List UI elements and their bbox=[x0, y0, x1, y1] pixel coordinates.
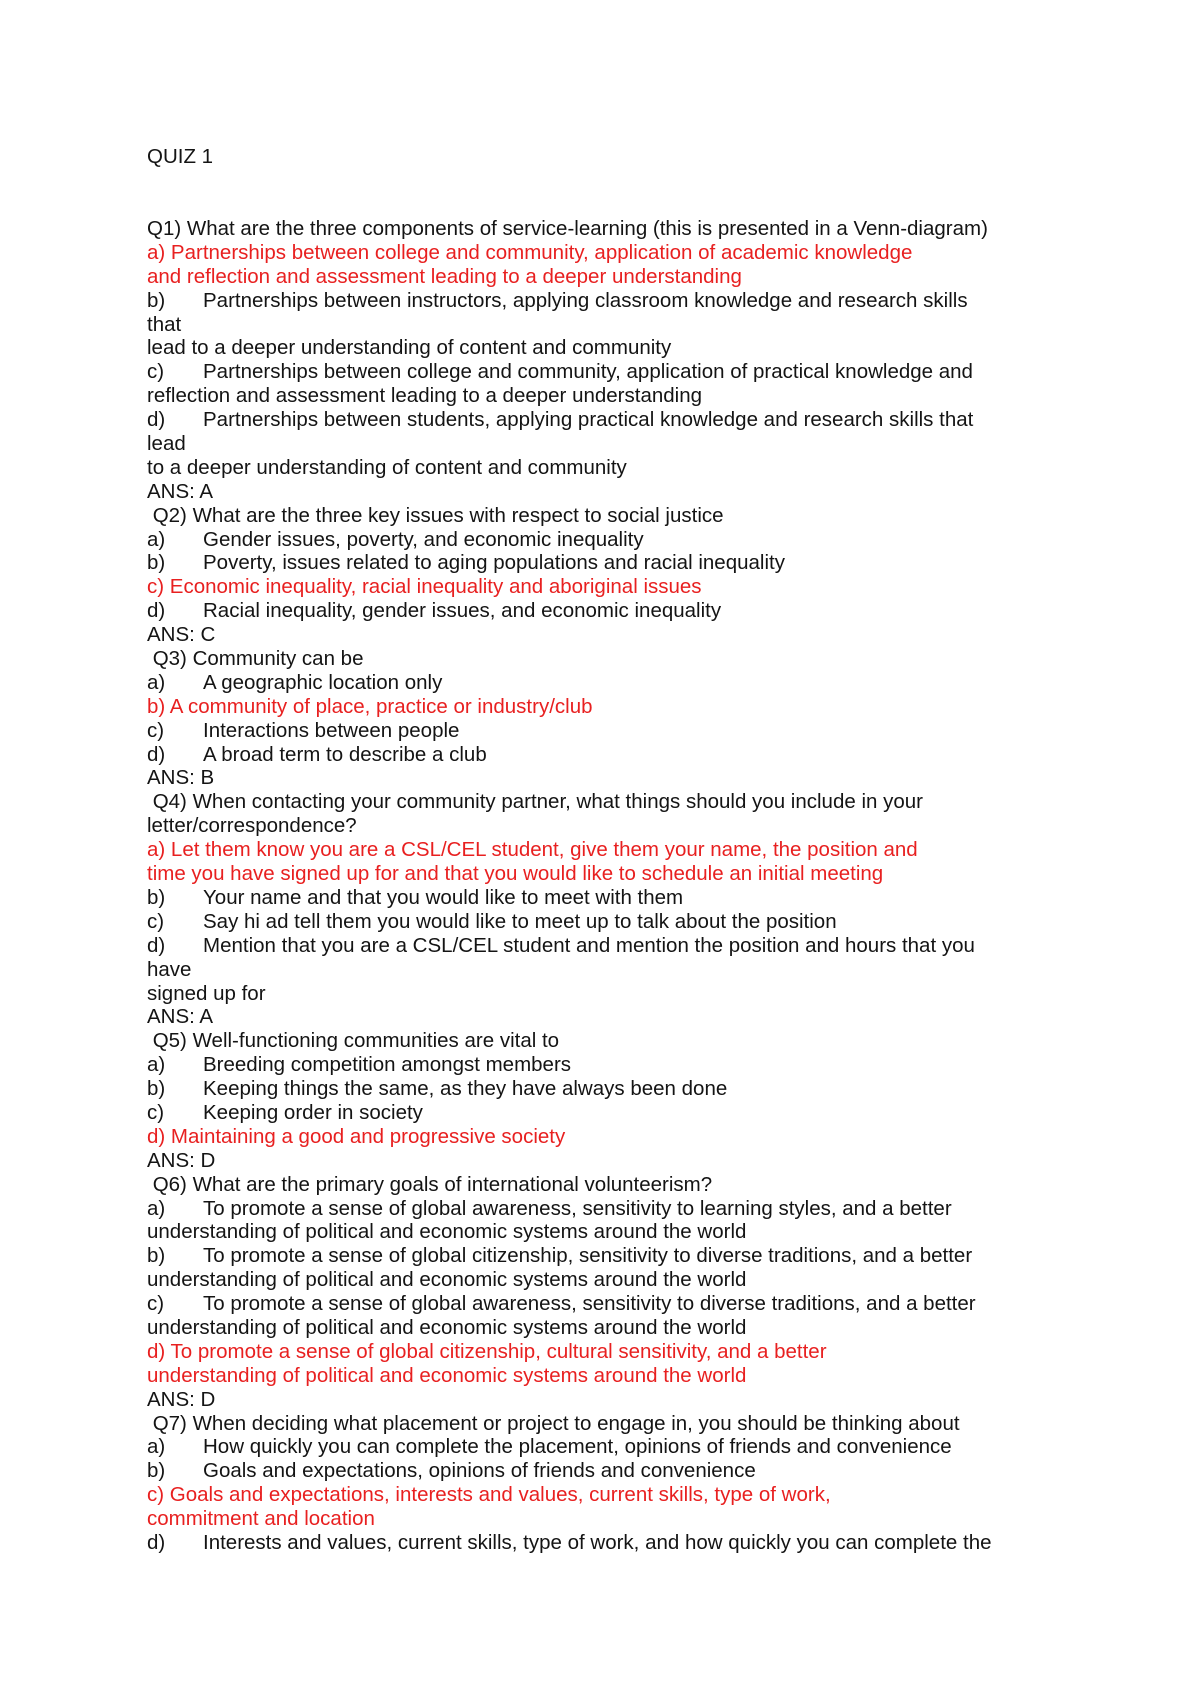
option-line bbox=[147, 1531, 1147, 1555]
option-label: a) bbox=[147, 1435, 166, 1459]
option-label: a) bbox=[147, 670, 166, 694]
option-line bbox=[147, 1435, 1147, 1459]
text-line: understanding of political and economic systems around the world bbox=[147, 1315, 747, 1339]
option-text: Interactions between people bbox=[203, 718, 460, 742]
option-line bbox=[147, 886, 1147, 910]
option-text: How quickly you can complete the placement, opinions of friends and convenience bbox=[203, 1435, 952, 1459]
quiz-document bbox=[147, 145, 1147, 1555]
text-line: have bbox=[147, 957, 192, 981]
text-line: Q2) What are the three key issues with respect to social justice bbox=[147, 503, 724, 527]
text-line: signed up for bbox=[147, 981, 266, 1005]
option-label: d) bbox=[147, 742, 166, 766]
text-line: to a deeper understanding of content and community bbox=[147, 455, 627, 479]
option-label: b) bbox=[147, 288, 166, 312]
option-text: Say hi ad tell them you would like to meet up to talk about the position bbox=[203, 909, 837, 933]
option-text: Mention that you are a CSL/CEL student and mention the position and hours that you bbox=[203, 933, 975, 957]
option-line bbox=[147, 1292, 1147, 1316]
option-text: Poverty, issues related to aging populations and racial inequality bbox=[203, 551, 785, 575]
answer-line: time you have signed up for and that you would like to schedule an initial meeting bbox=[147, 862, 884, 886]
option-label: b) bbox=[147, 1244, 166, 1268]
answer-line: a) Let them know you are a CSL/CEL student, give them your name, the position and bbox=[147, 838, 918, 862]
option-label: a) bbox=[147, 1053, 166, 1077]
option-label: b) bbox=[147, 885, 166, 909]
option-label: d) bbox=[147, 933, 166, 957]
option-line bbox=[147, 1053, 1147, 1077]
option-text: Interests and values, current skills, type of work, and how quickly you can complete the bbox=[203, 1530, 992, 1554]
answer-line: b) A community of place, practice or industry/club bbox=[147, 694, 593, 718]
option-line bbox=[147, 528, 1147, 552]
option-text: Partnerships between college and community, application of practical knowledge and bbox=[203, 360, 973, 384]
option-text: Partnerships between instructors, applying classroom knowledge and research skills bbox=[203, 288, 968, 312]
option-text: Gender issues, poverty, and economic inequality bbox=[203, 527, 644, 551]
text-line: Q5) Well-functioning communities are vital to bbox=[147, 1029, 560, 1053]
text-line: lead to a deeper understanding of content and community bbox=[147, 336, 672, 360]
text-line: ANS: A bbox=[147, 479, 214, 503]
text-line: understanding of political and economic systems around the world bbox=[147, 1220, 747, 1244]
text-line: Q6) What are the primary goals of international volunteerism? bbox=[147, 1172, 713, 1196]
text-line: Q7) When deciding what placement or project to engage in, you should be thinking about bbox=[147, 1411, 960, 1435]
option-text: To promote a sense of global awareness, sensitivity to learning styles, and a better bbox=[203, 1196, 952, 1220]
option-text: A geographic location only bbox=[203, 670, 443, 694]
text-line: letter/correspondence? bbox=[147, 814, 357, 838]
option-line bbox=[147, 289, 1147, 313]
page-title: QUIZ 1 bbox=[147, 145, 214, 168]
option-line bbox=[147, 934, 1147, 958]
option-label: b) bbox=[147, 551, 166, 575]
text-line: ANS: A bbox=[147, 1005, 214, 1029]
text-line: reflection and assessment leading to a deeper understanding bbox=[147, 384, 703, 408]
option-line bbox=[147, 719, 1147, 743]
option-text: Racial inequality, gender issues, and economic inequality bbox=[203, 599, 722, 623]
option-line bbox=[147, 1459, 1147, 1483]
option-line bbox=[147, 408, 1147, 432]
answer-line: understanding of political and economic systems around the world bbox=[147, 1363, 747, 1387]
option-label: d) bbox=[147, 1530, 166, 1554]
option-label: b) bbox=[147, 1459, 166, 1483]
text-line: that bbox=[147, 312, 182, 336]
text-line: ANS: B bbox=[147, 766, 215, 790]
title-spacer bbox=[147, 169, 1147, 217]
answer-line: c) Goals and expectations, interests and values, current skills, type of work, bbox=[147, 1483, 831, 1507]
text-line: ANS: C bbox=[147, 623, 216, 647]
answer-line: d) To promote a sense of global citizenship, cultural sensitivity, and a better bbox=[147, 1339, 827, 1363]
option-label: c) bbox=[147, 360, 165, 384]
answer-line: and reflection and assessment leading to a deeper understanding bbox=[147, 264, 742, 288]
option-text: Breeding competition amongst members bbox=[203, 1053, 572, 1077]
option-label: c) bbox=[147, 718, 165, 742]
option-text: Keeping order in society bbox=[203, 1100, 423, 1124]
text-line: ANS: D bbox=[147, 1387, 216, 1411]
option-label: c) bbox=[147, 1292, 165, 1316]
option-line bbox=[147, 671, 1147, 695]
text-line: understanding of political and economic systems around the world bbox=[147, 1268, 747, 1292]
option-text: A broad term to describe a club bbox=[203, 742, 487, 766]
option-text: Keeping things the same, as they have always been done bbox=[203, 1077, 728, 1101]
option-text: Partnerships between students, applying practical knowledge and research skills that bbox=[203, 408, 974, 432]
text-line: Q3) Community can be bbox=[147, 647, 364, 671]
option-text: Your name and that you would like to meet with them bbox=[203, 885, 684, 909]
option-label: c) bbox=[147, 1100, 165, 1124]
text-line: Q1) What are the three components of service-learning (this is presented in a Venn-diagram) bbox=[147, 217, 988, 240]
option-line bbox=[147, 360, 1147, 384]
text-line: ANS: D bbox=[147, 1148, 216, 1172]
option-text: Goals and expectations, opinions of friends and convenience bbox=[203, 1459, 756, 1483]
answer-line: d) Maintaining a good and progressive society bbox=[147, 1124, 566, 1148]
option-text: To promote a sense of global awareness, sensitivity to diverse traditions, and a better bbox=[203, 1292, 976, 1316]
option-label: d) bbox=[147, 408, 166, 432]
answer-line: a) Partnerships between college and community, application of academic knowledge bbox=[147, 240, 913, 264]
answer-line: commitment and location bbox=[147, 1507, 375, 1531]
option-text: To promote a sense of global citizenship, sensitivity to diverse traditions, and a better bbox=[203, 1244, 973, 1268]
option-line bbox=[147, 599, 1147, 623]
option-line bbox=[147, 1101, 1147, 1125]
quiz-body bbox=[147, 217, 1147, 1555]
option-label: a) bbox=[147, 1196, 166, 1220]
option-line bbox=[147, 1244, 1147, 1268]
option-label: c) bbox=[147, 909, 165, 933]
option-label: b) bbox=[147, 1077, 166, 1101]
text-line: lead bbox=[147, 432, 186, 456]
option-line bbox=[147, 1197, 1147, 1221]
option-label: a) bbox=[147, 527, 166, 551]
text-line: Q4) When contacting your community partner, what things should you include in your bbox=[147, 790, 923, 814]
option-line bbox=[147, 1077, 1147, 1101]
option-label: d) bbox=[147, 599, 166, 623]
option-line bbox=[147, 743, 1147, 767]
answer-line: c) Economic inequality, racial inequality and aboriginal issues bbox=[147, 575, 702, 599]
option-line bbox=[147, 551, 1147, 575]
option-line bbox=[147, 910, 1147, 934]
